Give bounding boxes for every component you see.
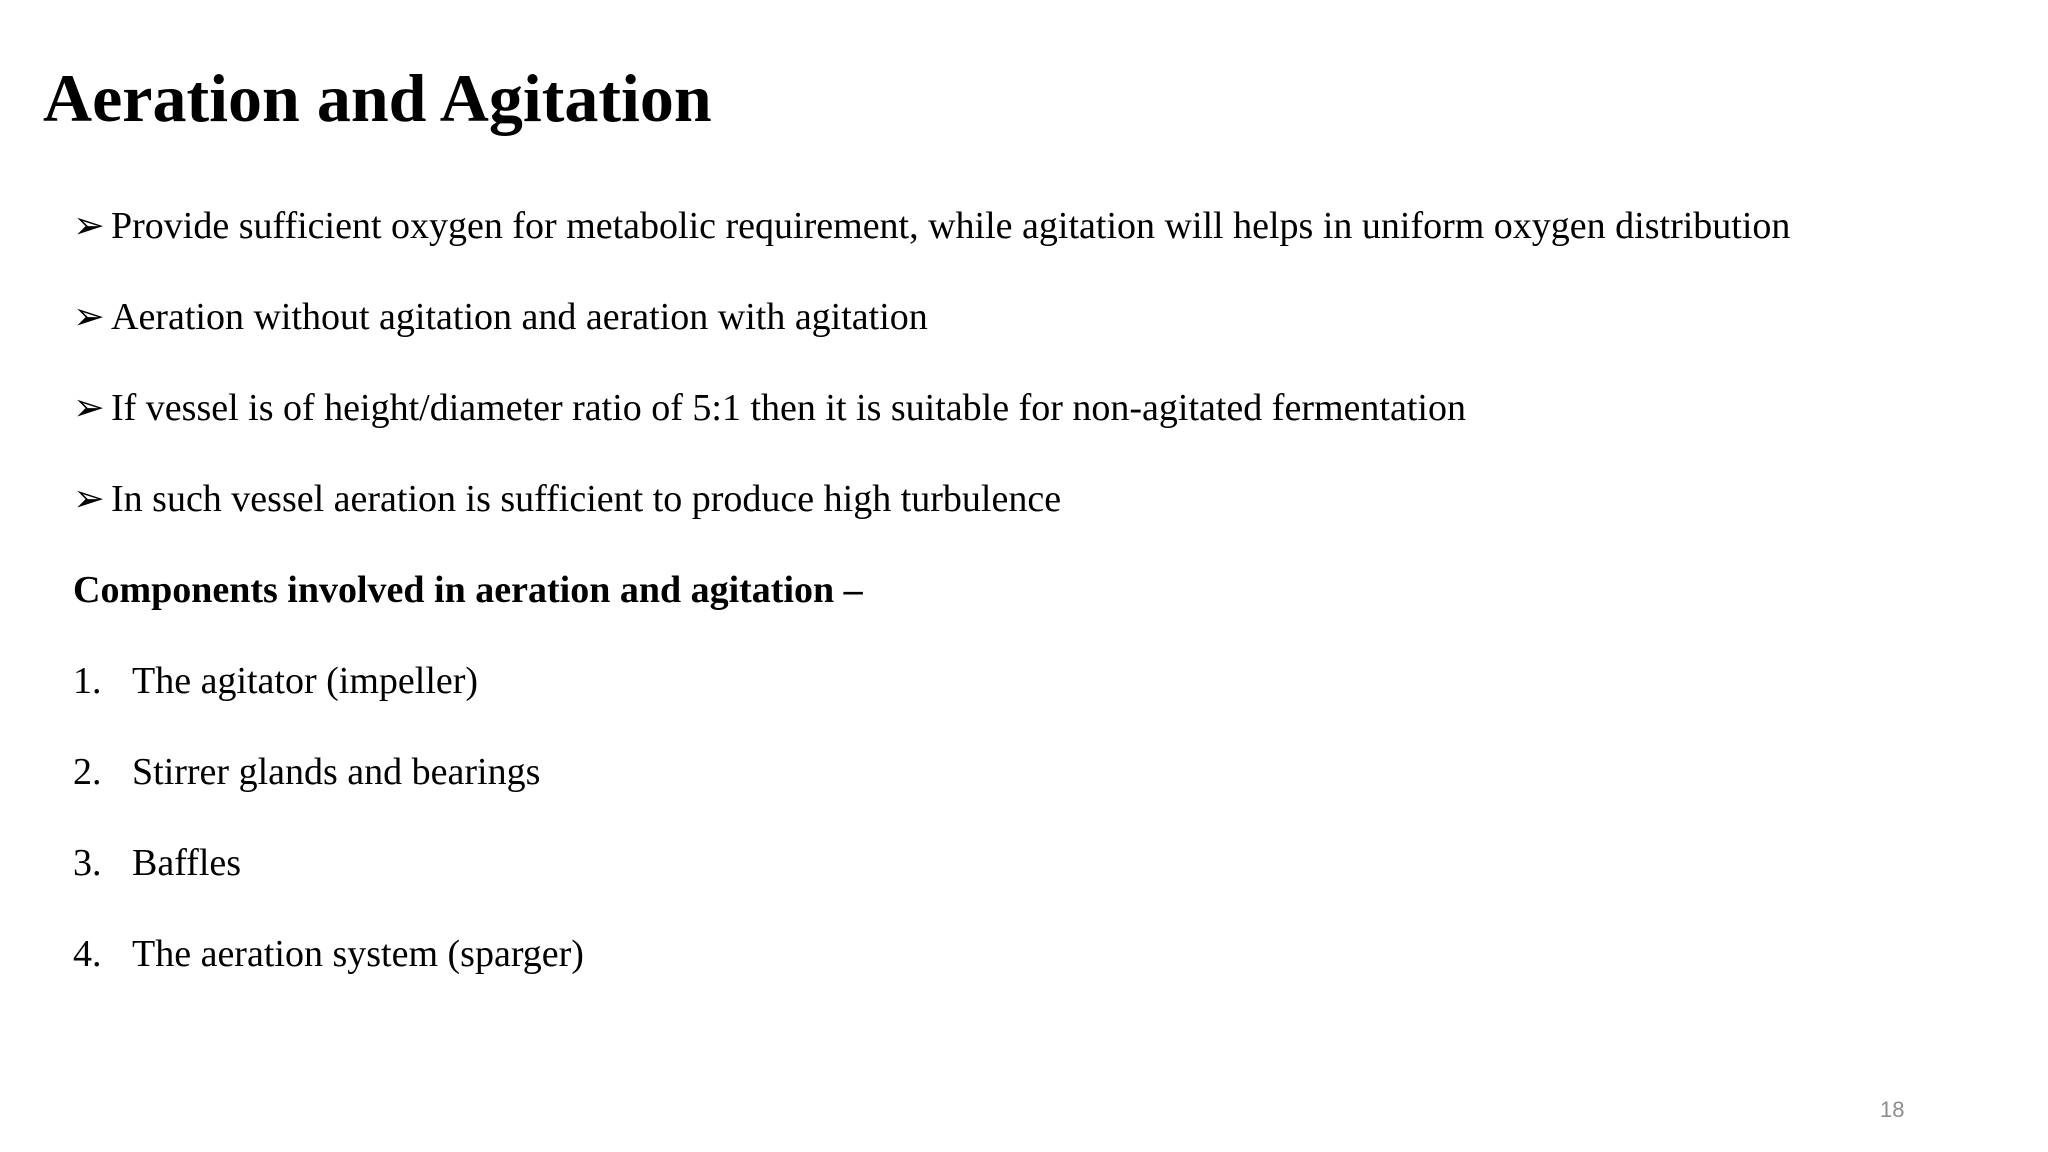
bullet-item <box>73 475 1061 523</box>
item-text: Stirrer glands and bearings <box>132 751 541 793</box>
item-number: 1. <box>73 660 102 702</box>
bullet-item <box>73 293 928 341</box>
page-number: 18 <box>1880 1097 1905 1122</box>
item-number: 2. <box>73 751 102 793</box>
bullet-text: In such vessel aeration is sufficient to produce high turbulence <box>111 478 1062 520</box>
item-text: The agitator (impeller) <box>132 660 479 702</box>
bullet-item <box>73 384 1466 432</box>
component-item <box>73 748 540 796</box>
item-number: 4. <box>73 933 102 975</box>
arrow-bullet-icon: ➢ <box>73 296 105 338</box>
slide-title: Aeration and Agitation <box>43 60 712 136</box>
item-number: 3. <box>73 842 102 884</box>
component-item <box>73 657 478 705</box>
item-text: Baffles <box>132 842 242 884</box>
component-item <box>73 839 241 887</box>
arrow-bullet-icon: ➢ <box>73 205 105 247</box>
bullet-item <box>73 202 1790 250</box>
arrow-bullet-icon: ➢ <box>73 387 105 429</box>
arrow-bullet-icon: ➢ <box>73 478 105 520</box>
bullet-text: Aeration without agitation and aeration with agitation <box>111 296 928 338</box>
components-heading: Components involved in aeration and agitation – <box>73 569 863 611</box>
component-item <box>73 930 584 978</box>
item-text: The aeration system (sparger) <box>132 933 584 975</box>
bullet-text: Provide sufficient oxygen for metabolic requirement, while agitation will helps in uniform oxygen distribution <box>111 205 1791 247</box>
bullet-text: If vessel is of height/diameter ratio of 5:1 then it is suitable for non-agitated fermentation <box>111 387 1466 429</box>
